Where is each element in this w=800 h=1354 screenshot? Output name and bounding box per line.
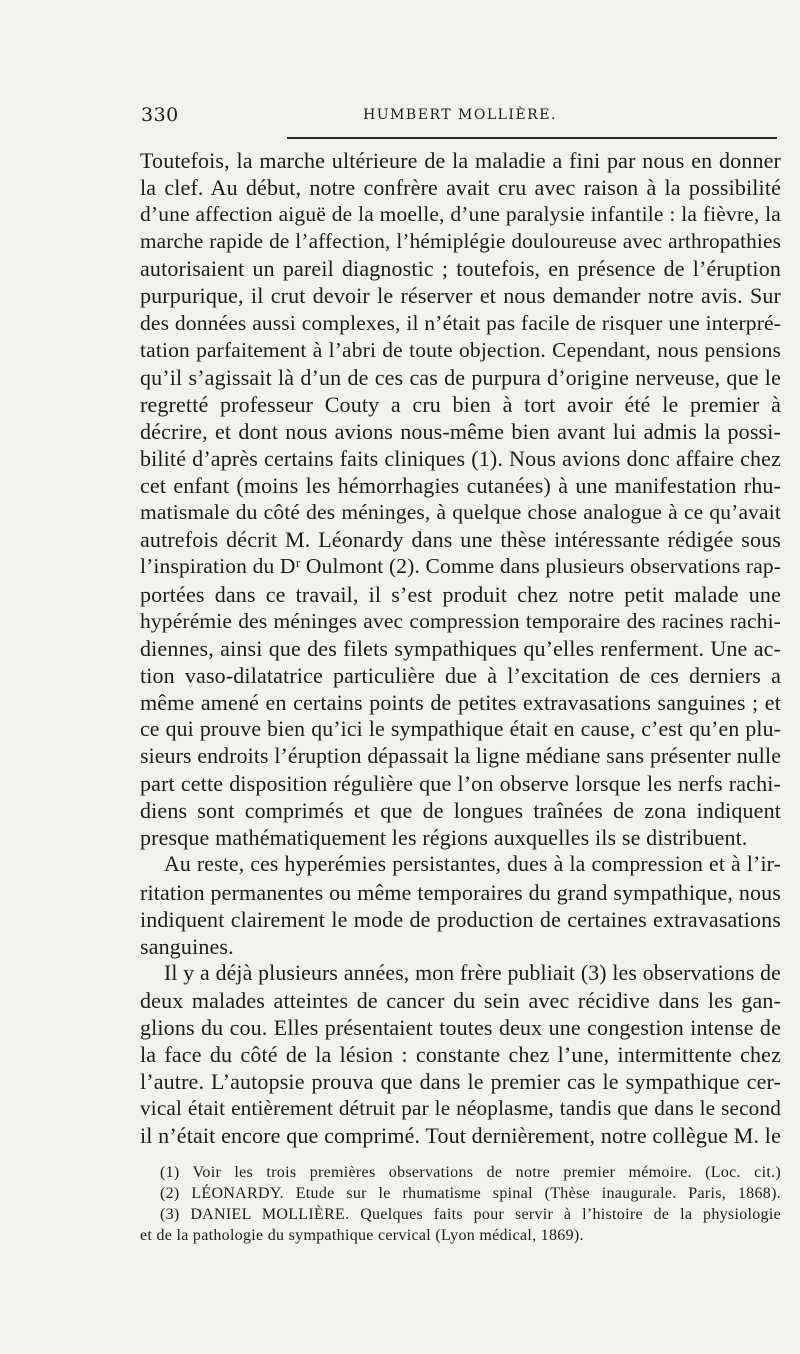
running-title: HUMBERT MOLLIÈRE. [363, 107, 557, 123]
text-line: des données aussi complexes, il n’était pas facile de risquer une interpré- [140, 310, 781, 335]
header-rule [287, 137, 777, 139]
text-line: vical était entièrement détruit par le néoplasme, tandis que dans le second [140, 1096, 781, 1121]
text-line: portées dans ce travail, il s’est produit chez notre petit malade une [140, 581, 781, 607]
text-line: glions du cou. Elles présentaient toutes deux une congestion intense de [140, 1015, 781, 1040]
text-line: qu’il s’agissait là d’un de ces cas de purpura d’origine nerveuse, que le [140, 364, 781, 390]
text-line: purpurique, il crut devoir le réserver et nous demander notre avis. Sur [140, 283, 781, 309]
text-line: regretté professeur Couty a cru bien à tort avoir été le premier à [140, 391, 781, 417]
text-line: décrire, et dont nous avions nous-même bien avant lui admis la possi- [140, 418, 781, 444]
text-line: Au reste, ces hyperémies persistantes, dues à la compression et à l’ir- [164, 852, 781, 877]
page-number: 330 [141, 104, 179, 126]
text-line: autrefois décrit M. Léonardy dans une thèse intéressante rédigée sous [140, 527, 781, 553]
text-line: ce qui prouve bien qu’ici le sympathique était en cause, c’est qu’en plu- [140, 716, 781, 741]
text-line: diens sont comprimés et que de longues traînées de zona indiquent [140, 798, 781, 824]
text-line: même amené en certains points de petites extravasations sanguines ; et [140, 689, 781, 715]
text-line: marche rapide de l’affection, l’hémiplégie douloureuse avec arthropathies [140, 229, 781, 254]
running-head [141, 104, 779, 132]
text-line: la clef. Au début, notre confrère avait cru avec raison à la possibilité [140, 175, 781, 201]
footnotes [140, 1162, 781, 1246]
text-line: hypérémie des méninges avec compression temporaire des racines rachi- [140, 608, 781, 633]
text-line: l’autre. L’autopsie prouva que dans le premier cas le sympathique cer- [140, 1069, 781, 1095]
text-line: sieurs endroits l’éruption dépassait la ligne médiane sans présenter nulle [140, 744, 781, 769]
text-line: Toutefois, la marche ultérieure de la maladie a fini par nous en donner [140, 148, 781, 173]
body-text [140, 147, 781, 1149]
text-line: presque mathématiquement les régions auxquelles ils se distribuent. [140, 825, 748, 851]
footnote-line: (2) LÉONARDY. Etude sur le rhumatisme spinal (Thèse inaugurale. Paris, 1868). [160, 1185, 781, 1202]
text-line: deux malades atteintes de cancer du sein avec récidive dans les gan- [140, 987, 781, 1013]
text-line: bilité d’après certains faits cliniques (1). Nous avions donc affaire chez [140, 446, 781, 472]
text-line: ritation permanentes ou même temporaires du grand sympathique, nous [140, 879, 781, 905]
footnote-line: (1) Voir les trois premières observations de notre premier mémoire. (Loc. cit.) [160, 1164, 781, 1181]
text-line: part cette disposition régulière que l’on observe lorsque les nerfs rachi- [140, 771, 781, 797]
text-line: il n’était encore que comprimé. Tout dernièrement, notre collègue M. le [140, 1123, 781, 1149]
footnote-line: et de la pathologie du sympathique cervical (Lyon médical, 1869). [140, 1227, 584, 1244]
text-line: tation parfaitement à l’abri de toute objection. Cependant, nous pensions [140, 337, 781, 362]
text-line: indiquent clairement le mode de production de certaines extravasations [140, 906, 781, 932]
text-line: cet enfant (moins les hémorrhagies cutanées) à une manifestation rhu- [140, 473, 781, 499]
text-line: l’inspiration du Dʳ Oulmont (2). Comme dans plusieurs observations rap- [140, 554, 782, 579]
text-line: diennes, ainsi que des filets sympathiques qu’elles renferment. Une ac- [140, 635, 781, 661]
text-line: Il y a déjà plusieurs années, mon frère publiait (3) les observations de [164, 960, 781, 985]
text-line: la face du côté de la lésion : constante chez l’une, intermittente chez [140, 1042, 781, 1068]
text-line: autorisaient un pareil diagnostic ; toutefois, en présence de l’éruption [140, 256, 781, 282]
text-line: sanguines. [140, 933, 234, 959]
text-line: d’une affection aiguë de la moelle, d’une paralysie infantile : la fièvre, la [140, 202, 781, 227]
text-line: tion vaso-dilatatrice particulière due à l’excitation de ces derniers a [140, 662, 781, 688]
footnote-line: (3) DANIEL MOLLIÈRE. Quelques faits pour servir à l’histoire de la physiologie [160, 1206, 781, 1223]
text-line: matismale du côté des méninges, à quelque chose analogue à ce qu’avait [140, 500, 781, 525]
